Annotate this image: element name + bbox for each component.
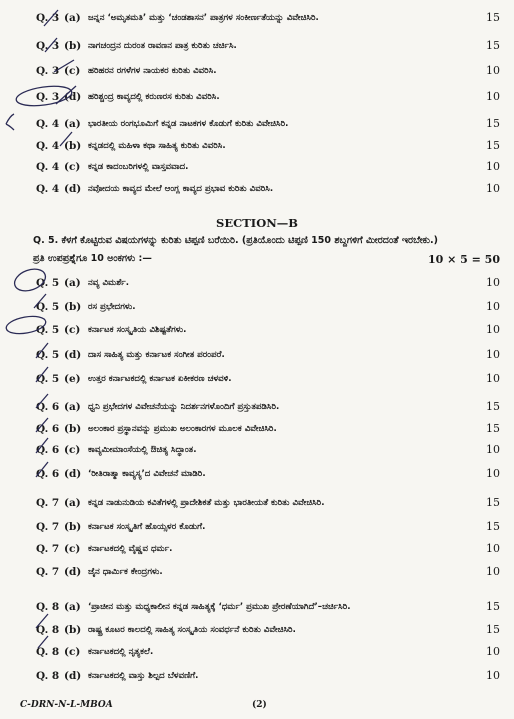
question-part: (a): [64, 601, 81, 613]
question-marks: 15: [486, 623, 500, 636]
question-number: Q. 5: [36, 277, 60, 289]
question-marks: 10: [486, 300, 500, 313]
question-part: (b): [64, 521, 82, 533]
question-number: Q. 4: [36, 161, 60, 173]
question-part: (b): [64, 140, 82, 152]
question-text: ನಾಗಚಂದ್ರನ ದುರಂತ ರಾವಣನ ಪಾತ್ರ ಕುರಿತು ಚರ್ಚಿಸಿ.: [88, 41, 237, 51]
question-row: [0, 494, 514, 512]
question-part: (c): [64, 65, 81, 77]
question-marks: 15: [486, 400, 500, 413]
question-text: ದಾಸ ಸಾಹಿತ್ಯ ಮತ್ತು ಕರ್ನಾಟಕ ಸಂಗೀತ ಪರಂಪರೆ.: [88, 350, 225, 360]
question-text: ಅಲಂಕಾರ ಪ್ರಸ್ಥಾನವನ್ನು ಪ್ರಮುಖ ಅಲಂಕಾರಗಳ ಮೂಲಕ ವಿವೇಚಿಸಿರಿ.: [88, 424, 277, 434]
question-number: Q. 7: [36, 566, 60, 578]
question-row: [0, 598, 514, 616]
question-row: [0, 621, 514, 639]
question-marks: 15: [486, 496, 500, 509]
question-text: ಭಾರತೀಯ ರಂಗಭೂಮಿಗೆ ಕನ್ನಡ ನಾಟಕಗಳ ಕೊಡುಗೆ ಕುರಿತು ವಿವೇಚಿಸಿರಿ.: [88, 119, 289, 129]
question-part: (e): [64, 373, 81, 385]
question-marks: 15: [486, 117, 500, 130]
question-row: [0, 115, 514, 133]
question-row: [0, 540, 514, 558]
question-part: (d): [64, 566, 82, 578]
question-number: Q. 6: [36, 444, 60, 456]
question-marks: 15: [486, 600, 500, 613]
question-part: (d): [64, 183, 82, 195]
question-part: (a): [64, 12, 81, 24]
question-row: [0, 441, 514, 459]
question-row: [0, 274, 514, 292]
question-number: Q. 7: [36, 521, 60, 533]
instruction-line: Q. 5. ಕೆಳಗೆ ಕೊಟ್ಟಿರುವ ವಿಷಯಗಳನ್ನು ಕುರಿತು ಟಿಪ್ಪಣಿ ಬರೆಯಿರಿ. (ಪ್ರತಿಯೊಂದು ಟಿಪ್ಪಣಿ 150 ಶಬ್ದಗಳಿಗೆ ಮೀರದಂತೆ ಇರಬೇಕು.): [33, 235, 438, 246]
question-row: [0, 563, 514, 581]
question-text: ನವ್ಯ ವಿಮರ್ಶೆ.: [88, 278, 129, 288]
question-row: [0, 643, 514, 661]
question-row: [0, 321, 514, 339]
question-marks: 10: [486, 182, 500, 195]
question-part: (c): [64, 324, 81, 336]
question-number: Q. 8: [36, 601, 60, 613]
question-marks: 10: [486, 467, 500, 480]
question-text: ಹರಿಶ್ಚಂದ್ರ ಕಾವ್ಯದಲ್ಲಿ ಕರುಣರಸ ಕುರಿತು ವಿವರಿಸಿ.: [88, 92, 220, 102]
question-number: Q. 8: [36, 624, 60, 636]
question-text: ಕರ್ನಾಟಕದಲ್ಲಿ ವಾಸ್ತು ಶಿಲ್ಪದ ಬೆಳವಣಿಗೆ.: [88, 671, 199, 681]
question-part: (a): [64, 401, 81, 413]
question-number: Q. 7: [36, 497, 60, 509]
question-row: [0, 180, 514, 198]
question-marks: 10: [486, 160, 500, 173]
question-number: Q. 5: [36, 373, 60, 385]
question-marks: 10: [486, 323, 500, 336]
question-number: Q. 4: [36, 183, 60, 195]
question-row: [0, 158, 514, 176]
question-marks: 10: [486, 669, 500, 682]
question-part: (b): [64, 624, 82, 636]
question-part: (b): [64, 423, 82, 435]
question-text: ರಸ ಪ್ರಭೇದಗಳು.: [88, 302, 136, 312]
question-marks: 10: [486, 443, 500, 456]
question-text: ಕರ್ನಾಟಕದಲ್ಲಿ ವೈಷ್ಣವ ಧರ್ಮ.: [88, 544, 173, 554]
question-part: (c): [64, 161, 81, 173]
question-row: [0, 465, 514, 483]
question-marks: 15: [486, 422, 500, 435]
question-text: ರಾಷ್ಟ್ರ ಕೂಟರ ಕಾಲದಲ್ಲಿ ಸಾಹಿತ್ಯ ಸಂಸ್ಕೃತಿಯ ಸಂವರ್ಧನೆ ಕುರಿತು ವಿವೇಚಿಸಿರಿ.: [88, 625, 296, 635]
question-text: ಕರ್ನಾಟಕದಲ್ಲಿ ನೃತ್ಯಕಲೆ.: [88, 647, 154, 657]
question-number: Q. 4: [36, 140, 60, 152]
question-number: Q. 6: [36, 468, 60, 480]
question-row: [0, 667, 514, 685]
question-part: (a): [64, 277, 81, 289]
question-text: ಕಾವ್ಯಮೀಮಾಂಸೆಯಲ್ಲಿ ಔಚಿತ್ಯ ಸಿದ್ಧಾಂತ.: [88, 445, 197, 455]
question-part: (b): [64, 40, 82, 52]
question-marks: 10: [486, 64, 500, 77]
question-row: [0, 88, 514, 106]
question-marks: 10: [486, 348, 500, 361]
question-marks: 10: [486, 542, 500, 555]
question-row: [0, 398, 514, 416]
question-text: ನವೋದಯ ಕಾವ್ಯದ ಮೇಲೆ ಆಂಗ್ಲ ಕಾವ್ಯದ ಪ್ರಭಾವ ಕುರಿತು ವಿವರಿಸಿ.: [88, 184, 274, 194]
question-row: [0, 298, 514, 316]
question-text: ಉತ್ತರ ಕರ್ನಾಟಕದಲ್ಲಿ ಕರ್ನಾಟಕ ಏಕೀಕರಣ ಚಳವಳಿ.: [88, 374, 232, 384]
instruction-line: ಪ್ರತಿ ಉಪಪ್ರಶ್ನೆಗೂ 10 ಅಂಕಗಳು :—: [33, 253, 152, 264]
question-part: (c): [64, 543, 81, 555]
question-row: [0, 518, 514, 536]
question-part: (d): [64, 670, 82, 682]
question-part: (a): [64, 118, 81, 130]
question-text: ಕನ್ನಡ ಕಾದಂಬರಿಗಳಲ್ಲಿ ವಾಸ್ತವವಾದ.: [88, 162, 189, 172]
question-number: Q. 4: [36, 118, 60, 130]
question-text: ಜೈನ ಧಾರ್ಮಿಕ ಕೇಂದ್ರಗಳು.: [88, 567, 163, 577]
question-marks: 10: [486, 372, 500, 385]
question-marks: 10: [486, 90, 500, 103]
question-row: [0, 62, 514, 80]
question-row: [0, 370, 514, 388]
question-number: Q. 5: [36, 324, 60, 336]
question-text: ಧ್ವನಿ ಪ್ರಭೇದಗಳ ವಿವೇಚನೆಯನ್ನು ನಿದರ್ಶನಗಳೊಂದಿಗೆ ಪ್ರಸ್ತುತಪಡಿಸಿರಿ.: [88, 402, 280, 412]
question-text: ಕನ್ನಡ ನಾಡುನುಡಿಯ ಕವಿತೆಗಳಲ್ಲಿ ಪ್ರಾದೇಶಿಕತೆ ಮತ್ತು ಭಾರತೀಯತೆ ಕುರಿತು ವಿವೇಚಿಸಿರಿ.: [88, 498, 325, 508]
question-marks: 15: [486, 39, 500, 52]
question-number: Q. 3: [36, 12, 60, 24]
question-row: [0, 37, 514, 55]
question-part: (a): [64, 497, 81, 509]
question-row: [0, 420, 514, 438]
question-part: (d): [64, 349, 82, 361]
question-marks: 10: [486, 276, 500, 289]
section-title: SECTION—B: [216, 216, 298, 230]
question-text: ಕನ್ನಡದಲ್ಲಿ ಮಹಿಳಾ ಕಥಾ ಸಾಹಿತ್ಯ ಕುರಿತು ವಿವರಿಸಿ.: [88, 141, 226, 151]
question-number: Q. 7: [36, 543, 60, 555]
question-number: Q. 5: [36, 301, 60, 313]
paper-code: C-DRN-N-L-MBOA: [20, 700, 113, 710]
question-row: [0, 9, 514, 27]
question-number: Q. 3: [36, 40, 60, 52]
page-number: (2): [252, 700, 267, 710]
question-part: (c): [64, 646, 81, 658]
question-text: ‘ರೀತಿರಾತ್ಮಾ ಕಾವ್ಯಸ್ಯ’ದ ವಿವೇಚನೆ ಮಾಡಿರಿ.: [88, 469, 206, 479]
instruction-marks: 10 × 5 = 50: [427, 253, 500, 266]
question-marks: 15: [486, 11, 500, 24]
question-number: Q. 8: [36, 670, 60, 682]
question-number: Q. 8: [36, 646, 60, 658]
question-text: ‘ಪ್ರಾಚೀನ ಮತ್ತು ಮಧ್ಯಕಾಲೀನ ಕನ್ನಡ ಸಾಹಿತ್ಯಕ್ಕೆ ‘ಧರ್ಮ’ ಪ್ರಮುಖ ಪ್ರೇರಣೆಯಾಗಿದೆ’–ಚರ್ಚಿಸಿರಿ.: [88, 602, 351, 612]
question-row: [0, 137, 514, 155]
question-part: (b): [64, 301, 82, 313]
question-number: Q. 3: [36, 65, 60, 77]
question-marks: 15: [486, 139, 500, 152]
question-part: (d): [64, 468, 82, 480]
question-number: Q. 6: [36, 401, 60, 413]
question-marks: 10: [486, 565, 500, 578]
question-part: (c): [64, 444, 81, 456]
question-text: ಹರಿಹರನ ರಗಳೆಗಳ ನಾಯಕರ ಕುರಿತು ವಿವರಿಸಿ.: [88, 66, 217, 76]
question-marks: 10: [486, 645, 500, 658]
question-row: [0, 346, 514, 364]
question-number: Q. 6: [36, 423, 60, 435]
question-number: Q. 3: [36, 91, 60, 103]
question-text: ಕರ್ನಾಟಕ ಸಂಸ್ಕೃತಿಯ ವಿಶಿಷ್ಟತೆಗಳು.: [88, 325, 187, 335]
question-text: ಕರ್ನಾಟಕ ಸಂಸ್ಕೃತಿಗೆ ಹೊಯ್ಸಳರ ಕೊಡುಗೆ.: [88, 522, 206, 532]
question-marks: 15: [486, 520, 500, 533]
question-text: ಜನ್ನನ ‘ಅಮೃತಮತಿ’ ಮತ್ತು ‘ಚಂಡಶಾಸನ’ ಪಾತ್ರಗಳ ಸಂಕೀರ್ಣತೆಯನ್ನು ವಿವೇಚಿಸಿರಿ.: [88, 13, 319, 23]
question-part: (d): [64, 91, 82, 103]
question-number: Q. 5: [36, 349, 60, 361]
